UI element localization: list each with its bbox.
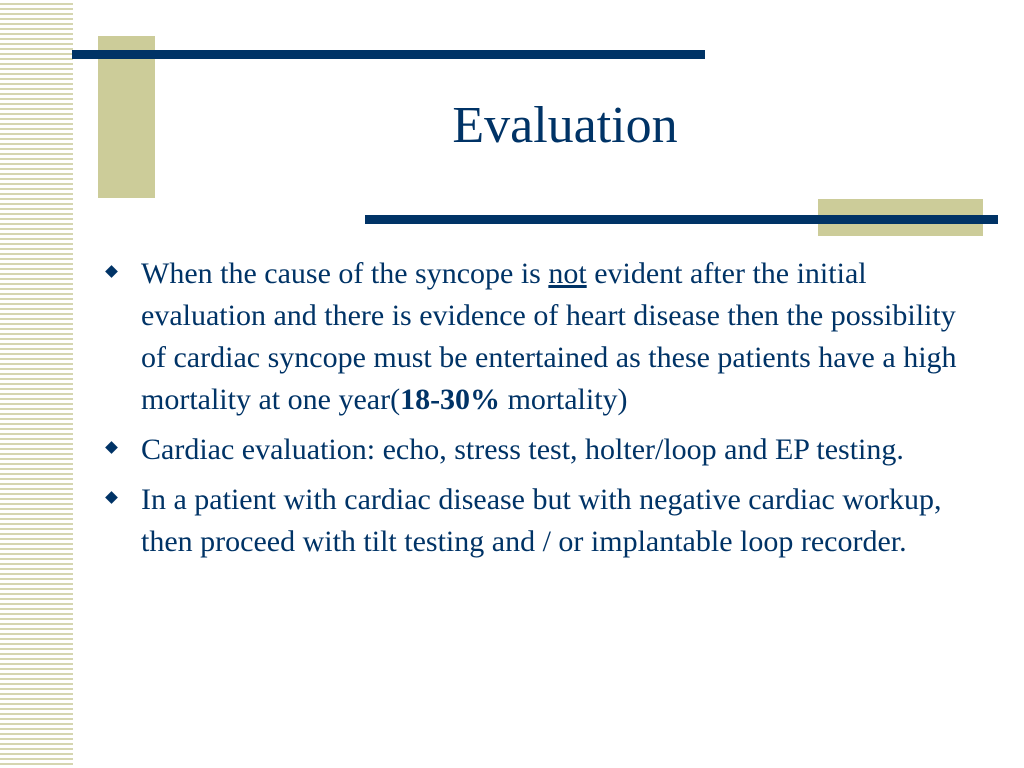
left-stripe-decoration xyxy=(0,0,73,768)
mortality-stat: 18-30% xyxy=(400,383,501,416)
bullet-text-tail: mortality) xyxy=(500,383,628,416)
diamond-bullet-icon xyxy=(105,265,118,278)
bullet-text: Cardiac evaluation: echo, stress test, holter/loop and EP testing. xyxy=(141,433,904,466)
bullet-item xyxy=(104,429,984,471)
bullet-text-body: evident after the initial evaluation and there is evidence of heart disease then the possibility of cardiac syncope must be entertained as these patients have a high mortality at one year( xyxy=(141,257,957,416)
bullet-item xyxy=(104,253,984,421)
top-rule xyxy=(72,50,705,59)
bullet-text-emphasis: not xyxy=(548,257,587,290)
bullet-text-intro: When the cause of the syncope is xyxy=(141,257,549,290)
slide-title: Evaluation xyxy=(452,97,678,154)
top-left-block-decoration xyxy=(98,36,155,198)
diamond-bullet-icon xyxy=(105,491,118,504)
slide-body xyxy=(104,253,984,571)
diamond-bullet-icon xyxy=(105,441,118,454)
bullet-text: In a patient with cardiac disease but with negative cardiac workup, then proceed with tilt testing and / or implantable loop recorder. xyxy=(141,483,942,558)
bottom-rule xyxy=(365,215,998,224)
bullet-list xyxy=(104,253,984,563)
bullet-item xyxy=(104,479,984,563)
